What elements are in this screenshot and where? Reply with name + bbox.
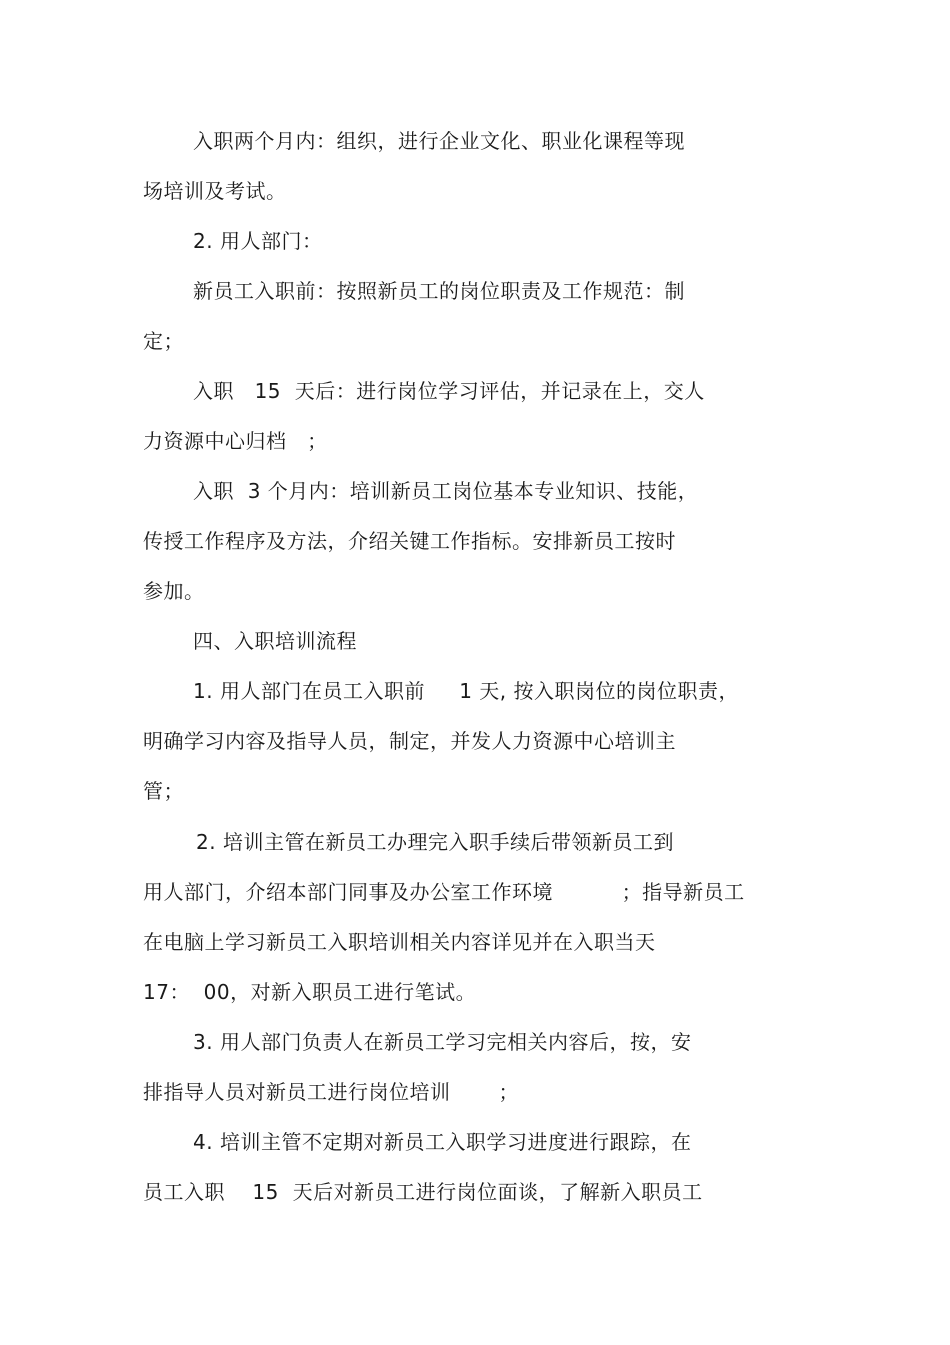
text-line: 在电脑上学习新员工入职培训相关内容详见并在入职当天	[143, 930, 656, 954]
text-line: 排指导人员对新员工进行岗位培训 ；	[143, 1080, 520, 1104]
text-line: 新员工入职前：按照新员工的岗位职责及工作规范：制	[193, 279, 685, 303]
text-line: 3. 用人部门负责人在新员工学习完相关内容后，按，安	[193, 1030, 692, 1054]
text-line: 管；	[143, 779, 184, 803]
text-line: 入职两个月内：组织，进行企业文化、职业化课程等现	[193, 129, 685, 153]
text-line: 场培训及考试。	[143, 179, 287, 203]
text-line: 员工入职 15 天后对新员工进行岗位面谈，了解新入职员工	[143, 1180, 703, 1204]
text-line: 定；	[143, 329, 184, 353]
section-heading: 四、入职培训流程	[193, 629, 357, 653]
text-line: 用人部门，介绍本部门同事及办公室工作环境 ；指导新员工	[143, 880, 745, 904]
text-line: 4. 培训主管不定期对新员工入职学习进度进行跟踪，在	[193, 1130, 692, 1154]
text-line: 入职 3 个月内：培训新员工岗位基本专业知识、技能，	[193, 479, 699, 503]
text-line: 参加。	[143, 579, 205, 603]
text-line: 17： 00，对新入职员工进行笔试。	[143, 980, 477, 1004]
text-line: 传授工作程序及方法，介绍关键工作指标。安排新员工按时	[143, 529, 676, 553]
text-line: 1. 用人部门在员工入职前 1 天, 按入职岗位的岗位职责，	[193, 679, 740, 703]
text-line: 2. 用人部门：	[193, 229, 323, 253]
text-line: 明确学习内容及指导人员，制定，并发人力资源中心培训主	[143, 729, 676, 753]
text-line: 入职 15 天后：进行岗位学习评估，并记录在上，交人	[193, 379, 705, 403]
text-line: 力资源中心归档 ；	[143, 429, 328, 453]
text-line: 2. 培训主管在新员工办理完入职手续后带领新员工到	[196, 830, 674, 854]
